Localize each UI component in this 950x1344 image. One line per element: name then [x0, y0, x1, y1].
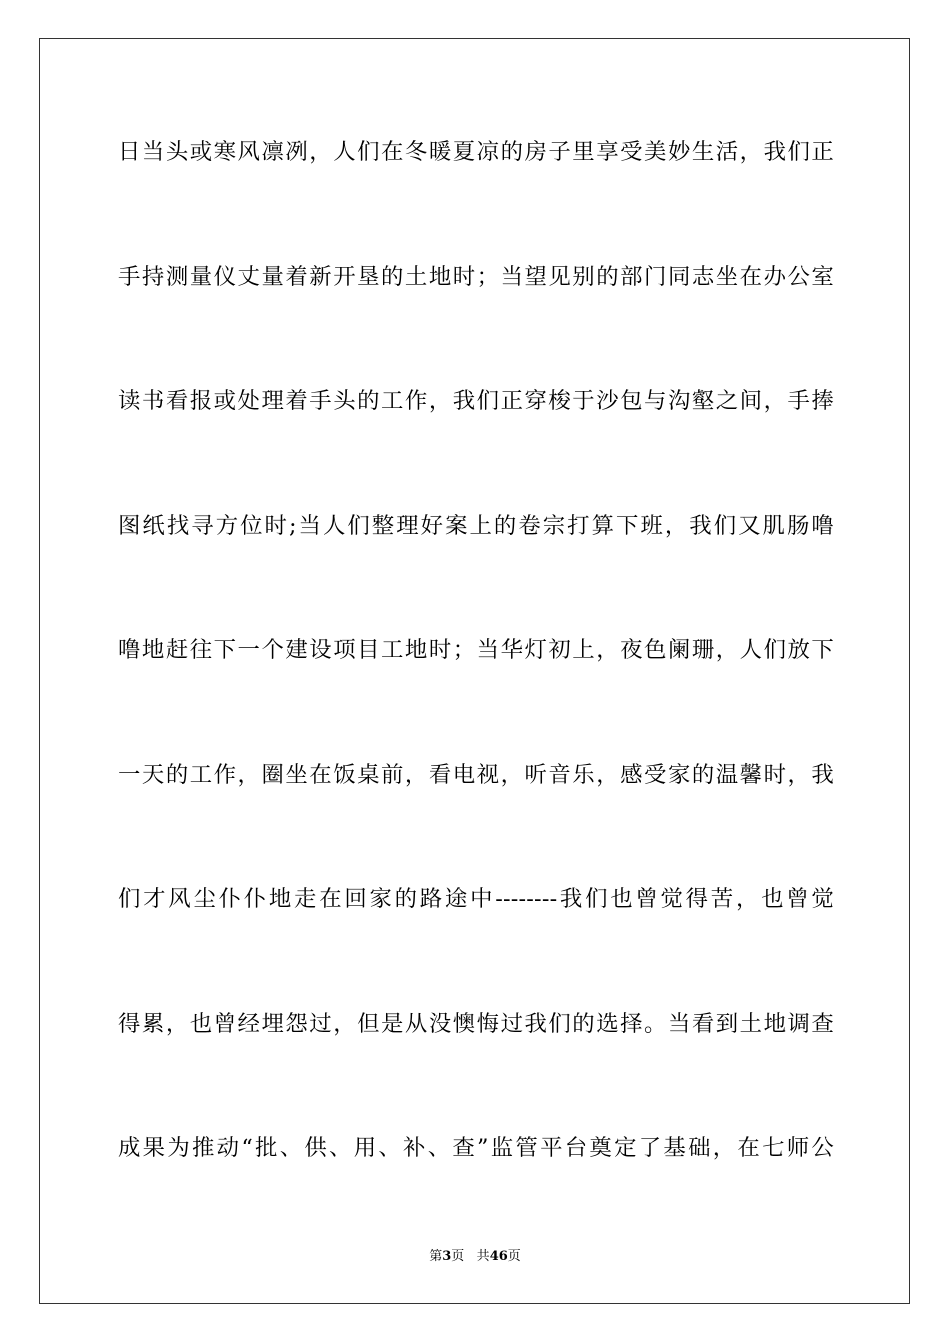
- total-prefix: 共: [476, 1249, 490, 1264]
- page-prefix: 第: [429, 1249, 443, 1264]
- text-line-8: 得累，也曾经埋怨过，但是从没懊悔过我们的选择。当看到土地调查: [118, 1010, 834, 1037]
- text-line-1: 日当头或寒风凛冽，人们在冬暖夏凉的房子里享受美妙生活，我们正: [118, 139, 834, 165]
- text-line-5: 噜地赶往下一个建设项目工地时；当华灯初上，夜色阑珊，人们放下: [118, 637, 834, 663]
- text-line-4: 图纸找寻方位时;当人们整理好案上的卷宗打算下班，我们又肌肠噜: [118, 512, 834, 539]
- page-number: 3: [442, 1249, 452, 1264]
- body-text: [118, 130, 834, 1251]
- page-suffix: 页: [451, 1249, 465, 1264]
- total-suffix: 页: [507, 1249, 521, 1264]
- text-line-3: 读书看报或处理着手头的工作，我们正穿梭于沙包与沟壑之间，手捧: [118, 388, 834, 414]
- page-footer: [0, 1248, 950, 1266]
- text-line-2: 手持测量仪丈量着新开垦的土地时；当望见别的部门同志坐在办公室: [118, 263, 834, 290]
- text-line-6: 一天的工作，圈坐在饭桌前，看电视，听音乐，感受家的温馨时，我: [118, 761, 834, 788]
- total-pages: 46: [489, 1249, 508, 1264]
- text-line-7: 们才风尘仆仆地走在回家的路途中--------我们也曾觉得苦，也曾觉: [118, 886, 834, 912]
- text-line-9: 成果为推动“批、供、用、补、查”监管平台奠定了基础，在七师公: [118, 1135, 834, 1161]
